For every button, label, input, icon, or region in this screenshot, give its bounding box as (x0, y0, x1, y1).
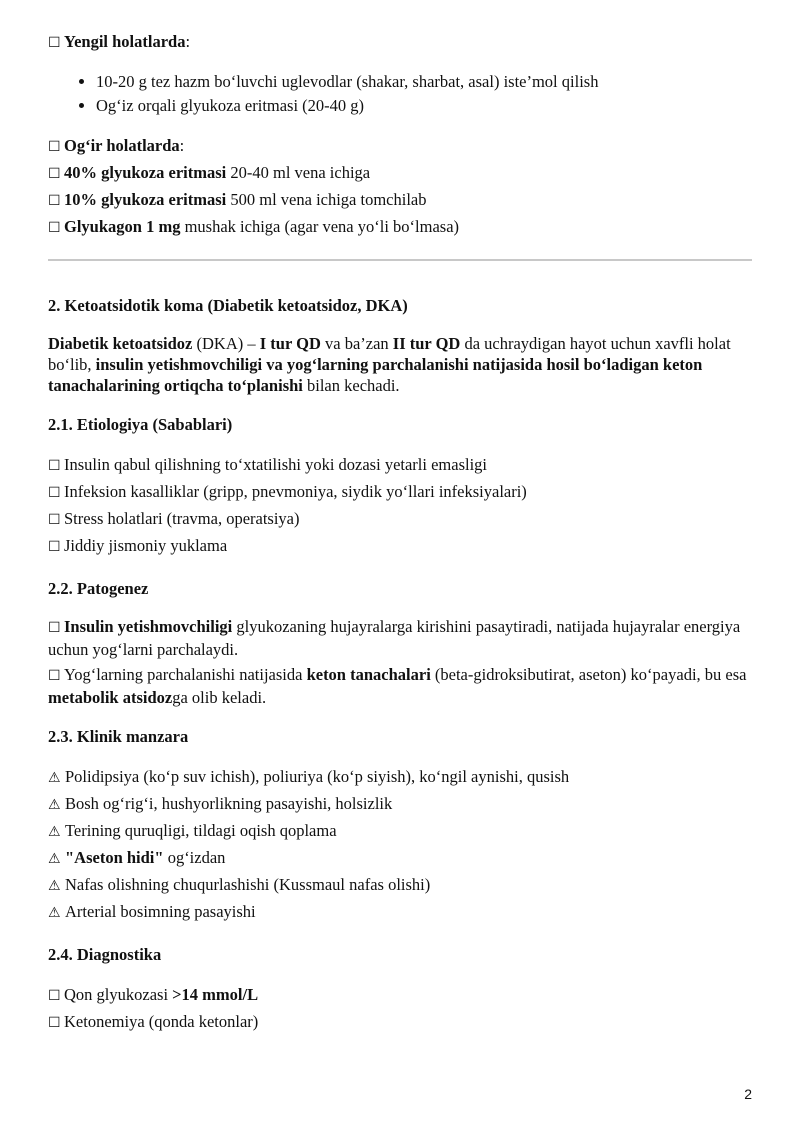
checkbox-icon: ☐ (48, 620, 61, 636)
list-item: ☐ Infeksion kasalliklar (gripp, pnevmoniya, siydik yo‘llari infeksiyalari) (48, 479, 752, 506)
checkbox-icon: ☐ (48, 1015, 61, 1031)
page-number: 2 (744, 1086, 752, 1102)
severe-item: ☐ 40% glyukoza eritmasi 20-40 ml vena ichiga (48, 160, 752, 187)
list-item: ⚠ Nafas olishning chuqurlashishi (Kussmaul nafas olishi) (48, 872, 752, 899)
checkbox-icon: ☐ (48, 988, 61, 1004)
checkbox-icon: ☐ (48, 668, 61, 684)
mild-list (48, 70, 752, 118)
document-page (48, 22, 752, 1036)
checkbox-icon: ☐ (48, 193, 61, 209)
warning-icon: ⚠ (48, 797, 61, 813)
checkbox-icon: ☐ (48, 166, 61, 182)
dka-intro: Diabetik ketoatsidoz (DKA) – I tur QD va ba’zan II tur QD da uchraydigan hayot uchun xavfli holat bo‘lib, insulin yetishmovchiligi va yog‘larning parchalanishi natijasida hosil bo‘ladigan keton tanachalarining ortiqcha to‘planishi bilan kechadi. (48, 334, 731, 395)
warning-icon: ⚠ (48, 824, 61, 840)
pathogenesis-heading: 2.2. Patogenez (48, 579, 149, 598)
section-title: 2. Ketoatsidotik koma (Diabetik ketoatsidoz, DKA) (48, 296, 408, 315)
list-item: ☐ Insulin qabul qilishning to‘xtatilishi yoki dozasi yetarli emasligi (48, 452, 752, 479)
etiology-heading: 2.1. Etiologiya (Sabablari) (48, 415, 233, 434)
checkbox-icon: ☐ (48, 485, 61, 501)
list-item: ⚠ Polidipsiya (ko‘p suv ichish), poliuriya (ko‘p siyish), ko‘ngil aynishi, qusish (48, 764, 752, 791)
checkbox-icon: ☐ (48, 220, 61, 236)
mild-heading: Yengil holatlarda (64, 32, 186, 51)
checkbox-icon: ☐ (48, 512, 61, 528)
list-item: ☐ Ketonemiya (qonda ketonlar) (48, 1009, 752, 1036)
checkbox-icon: ☐ (48, 458, 61, 474)
list-item: ☐ Qon glyukozasi >14 mmol/L (48, 982, 752, 1009)
list-item: ☐ Jiddiy jismoniy yuklama (48, 533, 752, 560)
severe-item: ☐ Glyukagon 1 mg mushak ichiga (agar vena yo‘li bo‘lmasa) (48, 214, 752, 241)
diagnostics-heading: 2.4. Diagnostika (48, 945, 162, 964)
list-item: • Og‘iz orqali glyukoza eritmasi (20-40 g) (96, 94, 752, 118)
list-item: ⚠ Bosh og‘rig‘i, hushyorlikning pasayishi, holsizlik (48, 791, 752, 818)
diagnostics-list (48, 982, 752, 1036)
clinical-list (48, 764, 752, 926)
checkbox-icon: ☐ (48, 139, 61, 155)
severe-heading: Og‘ir holatlarda (64, 136, 180, 155)
warning-icon: ⚠ (48, 851, 61, 867)
warning-icon: ⚠ (48, 770, 61, 786)
severe-heading-line: ☐ Og‘ir holatlarda: (48, 133, 752, 160)
warning-icon: ⚠ (48, 878, 61, 894)
clinical-heading: 2.3. Klinik manzara (48, 727, 189, 746)
list-item: ⚠ "Aseton hidi" og‘izdan (48, 845, 752, 872)
pathogenesis-paragraph: ☐ Yog‘larning parchalanishi natijasida keton tanachalari (beta-gidroksibutirat, aseton) ko‘payadi, bu esa metabolik atsidozga olib keladi. (48, 665, 747, 707)
list-item: ⚠ Arterial bosimning pasayishi (48, 899, 752, 926)
severe-item: ☐ 10% glyukoza eritmasi 500 ml vena ichiga tomchilab (48, 187, 752, 214)
mild-heading-line: ☐ Yengil holatlarda: (48, 29, 752, 56)
etiology-list (48, 452, 752, 560)
pathogenesis-paragraph: ☐ Insulin yetishmovchiligi glyukozaning hujayralarga kirishini pasaytiradi, natijada hujayralar energiya uchun yog‘larni parchalaydi. (48, 617, 741, 659)
list-item: • 10-20 g tez hazm bo‘luvchi uglevodlar (shakar, sharbat, asal) iste’mol qilish (96, 70, 752, 94)
checkbox-icon: ☐ (48, 539, 61, 555)
checkbox-icon: ☐ (48, 35, 61, 51)
horizontal-divider (48, 259, 752, 261)
warning-icon: ⚠ (48, 905, 61, 921)
list-item: ☐ Stress holatlari (travma, operatsiya) (48, 506, 752, 533)
list-item: ⚠ Terining quruqligi, tildagi oqish qoplama (48, 818, 752, 845)
